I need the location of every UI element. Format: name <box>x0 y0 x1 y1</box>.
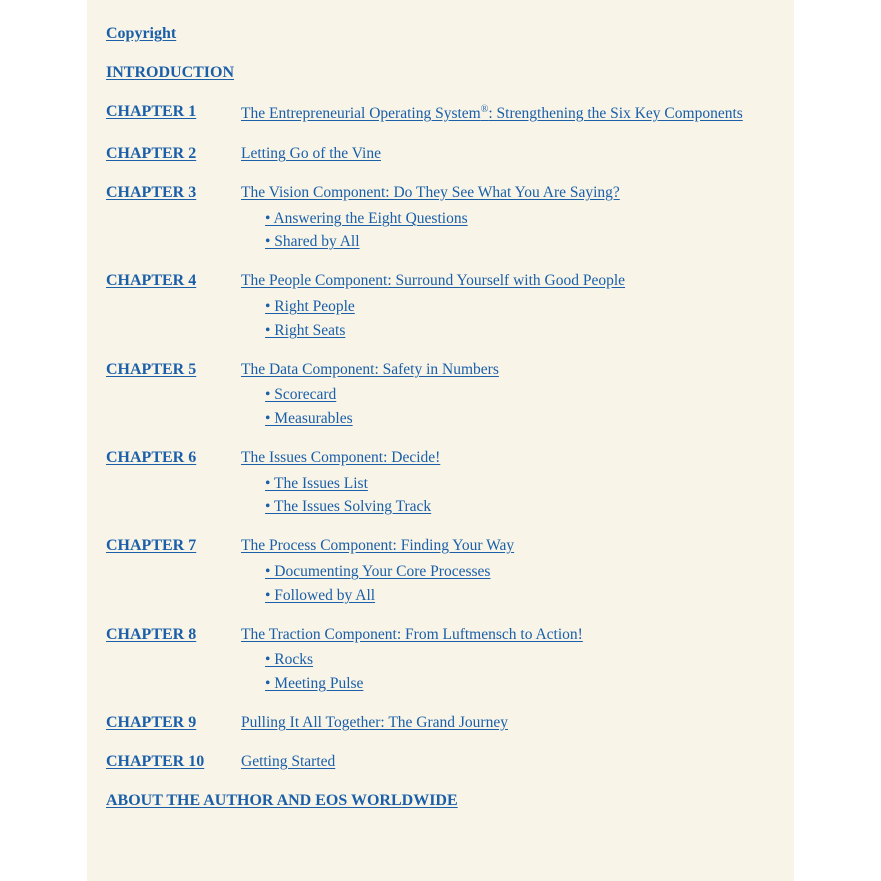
toc-chapter-6-sub-2[interactable]: • The Issues Solving Track <box>265 498 432 515</box>
toc-chapter-3-title[interactable]: The Vision Component: Do They See What You Are Saying? <box>241 184 620 201</box>
toc-copyright-link[interactable]: Copyright <box>106 25 177 42</box>
toc-chapter-2-title[interactable]: Letting Go of the Vine <box>241 145 381 162</box>
toc-chapter-5-sub-1[interactable]: • Scorecard <box>265 386 337 403</box>
toc-introduction-link[interactable]: INTRODUCTION <box>106 64 235 81</box>
toc-chapter-6-label[interactable]: CHAPTER 6 <box>106 449 197 466</box>
toc-chapter-5-title[interactable]: The Data Component: Safety in Numbers <box>241 361 499 378</box>
document-page <box>87 0 794 881</box>
toc-chapter-10-label[interactable]: CHAPTER 10 <box>106 753 205 770</box>
toc-chapter-7-label[interactable]: CHAPTER 7 <box>106 537 197 554</box>
toc-about-author-link[interactable]: ABOUT THE AUTHOR AND EOS WORLDWIDE <box>106 792 458 809</box>
toc-chapter-5-sub-2[interactable]: • Measurables <box>265 410 353 427</box>
toc-chapter-8-title[interactable]: The Traction Component: From Luftmensch to Action! <box>241 626 583 643</box>
toc-chapter-6-sub-1[interactable]: • The Issues List <box>265 475 368 492</box>
toc-chapter-9-title[interactable]: Pulling It All Together: The Grand Journey <box>241 714 508 731</box>
toc-chapter-9-label[interactable]: CHAPTER 9 <box>106 714 197 731</box>
toc-chapter-4-title[interactable]: The People Component: Surround Yourself with Good People <box>241 272 626 289</box>
toc-chapter-1-title[interactable] <box>241 104 743 124</box>
toc-chapter-3-sub-2[interactable]: • Shared by All <box>265 233 360 250</box>
toc-chapter-7-sub-1[interactable]: • Documenting Your Core Processes <box>265 563 491 580</box>
toc-chapter-4-sub-2[interactable]: • Right Seats <box>265 322 346 339</box>
toc-chapter-8-sub-1[interactable]: • Rocks <box>265 651 314 668</box>
toc-chapter-2-label[interactable]: CHAPTER 2 <box>106 145 197 162</box>
chapter-1-title-post: : Strengthening the Six Key Components <box>488 105 743 122</box>
toc-chapter-7-sub-2[interactable]: • Followed by All <box>265 587 376 604</box>
toc-chapter-1-label[interactable]: CHAPTER 1 <box>106 103 197 120</box>
toc-chapter-4-sub-1[interactable]: • Right People <box>265 298 355 315</box>
registered-mark: ® <box>480 103 489 115</box>
toc-chapter-5-label[interactable]: CHAPTER 5 <box>106 361 197 378</box>
toc-chapter-6-title[interactable]: The Issues Component: Decide! <box>241 449 441 466</box>
toc-chapter-3-label[interactable]: CHAPTER 3 <box>106 184 197 201</box>
toc-chapter-4-label[interactable]: CHAPTER 4 <box>106 272 197 289</box>
chapter-1-title-pre: The Entrepreneurial Operating System <box>241 105 481 122</box>
toc-chapter-3-sub-1[interactable]: • Answering the Eight Questions <box>265 210 468 227</box>
toc-chapter-8-label[interactable]: CHAPTER 8 <box>106 626 197 643</box>
toc-chapter-8-sub-2[interactable]: • Meeting Pulse <box>265 675 364 692</box>
toc-chapter-7-title[interactable]: The Process Component: Finding Your Way <box>241 537 515 554</box>
toc-chapter-10-title[interactable]: Getting Started <box>241 753 336 770</box>
